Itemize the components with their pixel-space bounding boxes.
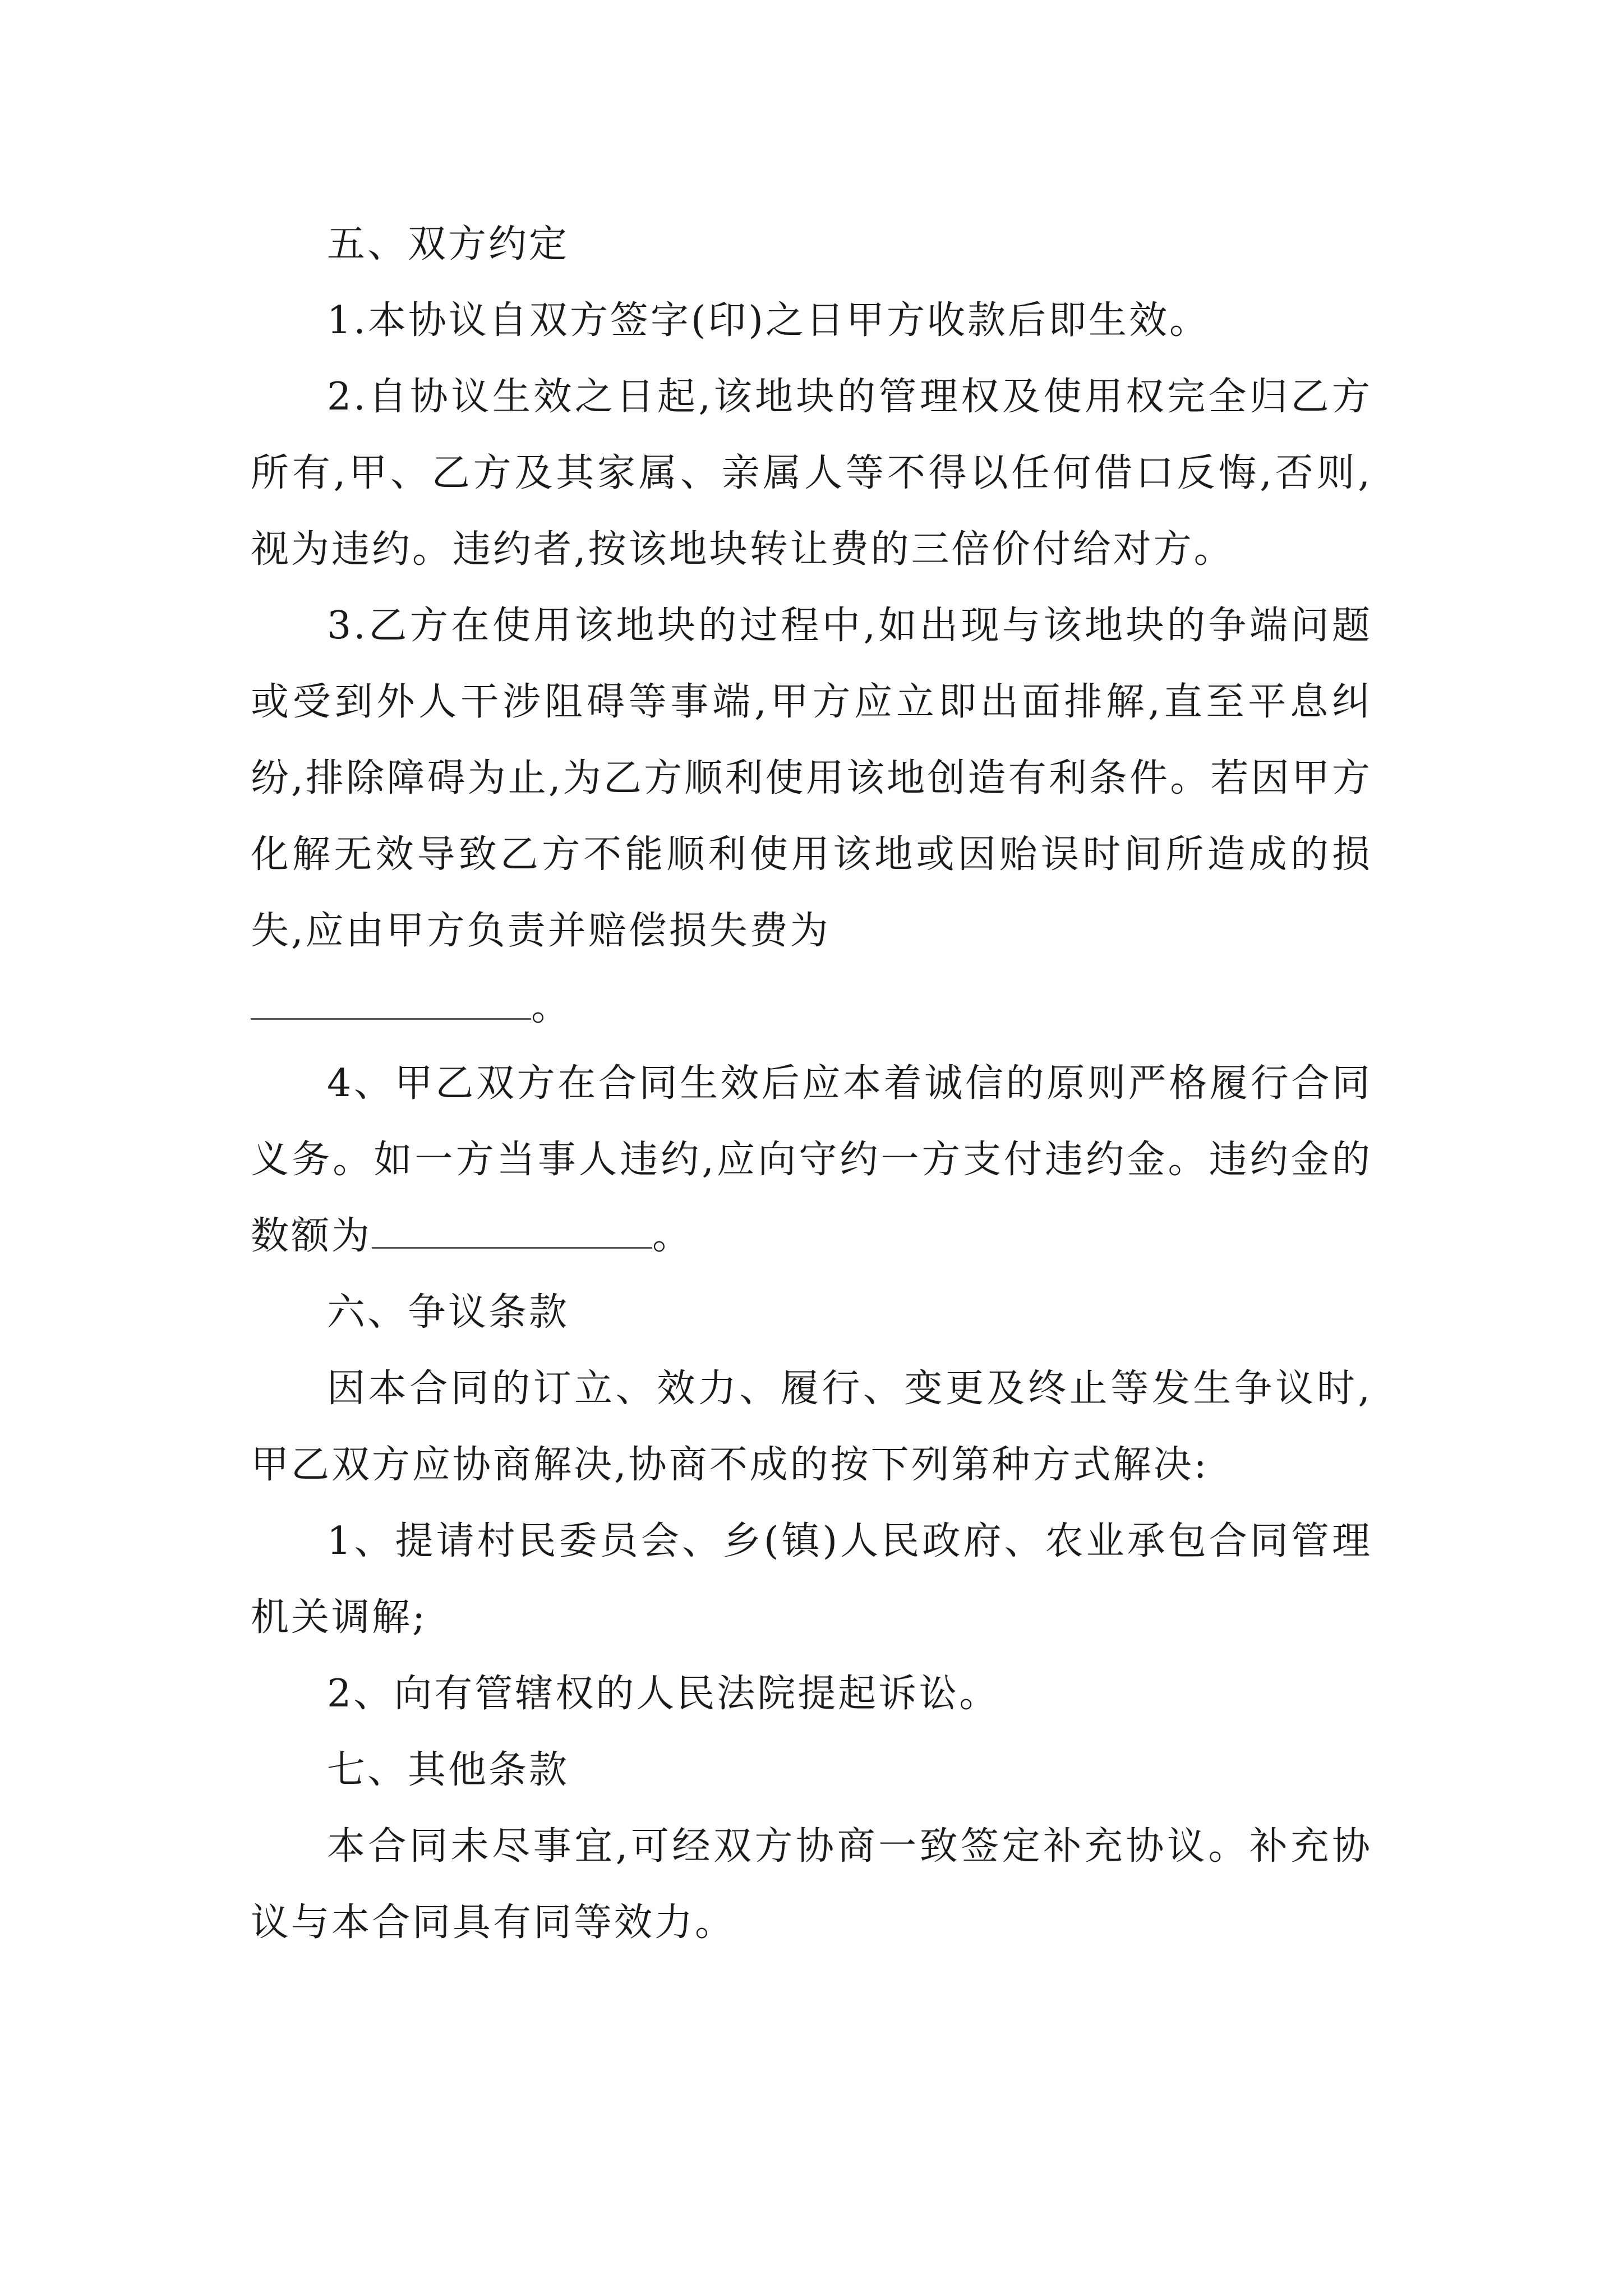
compensation-blank-field[interactable] — [251, 986, 531, 1020]
clause-3-text: 3.乙方在使用该地块的过程中,如出现与该地块的争端问题或受到外人干涉阻碍等事端,甲方应立即出面排解,直至平息纠纷,排除障碍为止,为乙方顺利使用该地创造有利条件。若因甲方化解无效导致乙方不能顺利使用该地或因贻误时间所造成的损失,应由甲方负责并赔偿损失费为 — [251, 604, 1372, 953]
penalty-amount-blank-field[interactable] — [372, 1214, 652, 1249]
clause-4-text: 4、甲乙双方在合同生效后应本着诚信的原则严格履行合同义务。如一方当事人违约,应向守约一方支付违约金。违约金的数额为 — [251, 1061, 1372, 1258]
document-body — [251, 206, 1372, 1961]
dispute-intro: 因本合同的订立、效力、履行、变更及终止等发生争议时,甲乙双方应协商解决,协商不成的按下列第种方式解决: — [251, 1366, 1372, 1487]
clause-4-end-mark: 。 — [652, 1214, 693, 1258]
section-heading-other: 七、其他条款 — [327, 1748, 570, 1792]
other-clause: 本合同未尽事宜,可经双方协商一致签定补充协议。补充协议与本合同具有同等效力。 — [251, 1824, 1372, 1945]
clause-2-rights: 2.自协议生效之日起,该地块的管理权及使用权完全归乙方所有,甲、乙方及其家属、亲属人等不得以任何借口反悔,否则,视为违约。违约者,按该地块转让费的三倍价付给对方。 — [251, 375, 1372, 572]
clause-3-blank-line — [251, 969, 1372, 1046]
clause-1-effective: 1.本协议自双方签字(印)之日甲方收款后即生效。 — [327, 298, 1210, 343]
clause-3-disputes — [251, 588, 1372, 969]
clause-4-good-faith — [251, 1046, 1372, 1274]
clause-3-end-mark: 。 — [531, 985, 572, 1029]
section-heading-disputes: 六、争议条款 — [327, 1290, 570, 1335]
section-heading-agreement: 五、双方约定 — [327, 222, 570, 266]
dispute-option-2: 2、向有管辖权的人民法院提起诉讼。 — [327, 1672, 1000, 1716]
dispute-option-1: 1、提请村民委员会、乡(镇)人民政府、农业承包合同管理机关调解; — [251, 1519, 1372, 1640]
